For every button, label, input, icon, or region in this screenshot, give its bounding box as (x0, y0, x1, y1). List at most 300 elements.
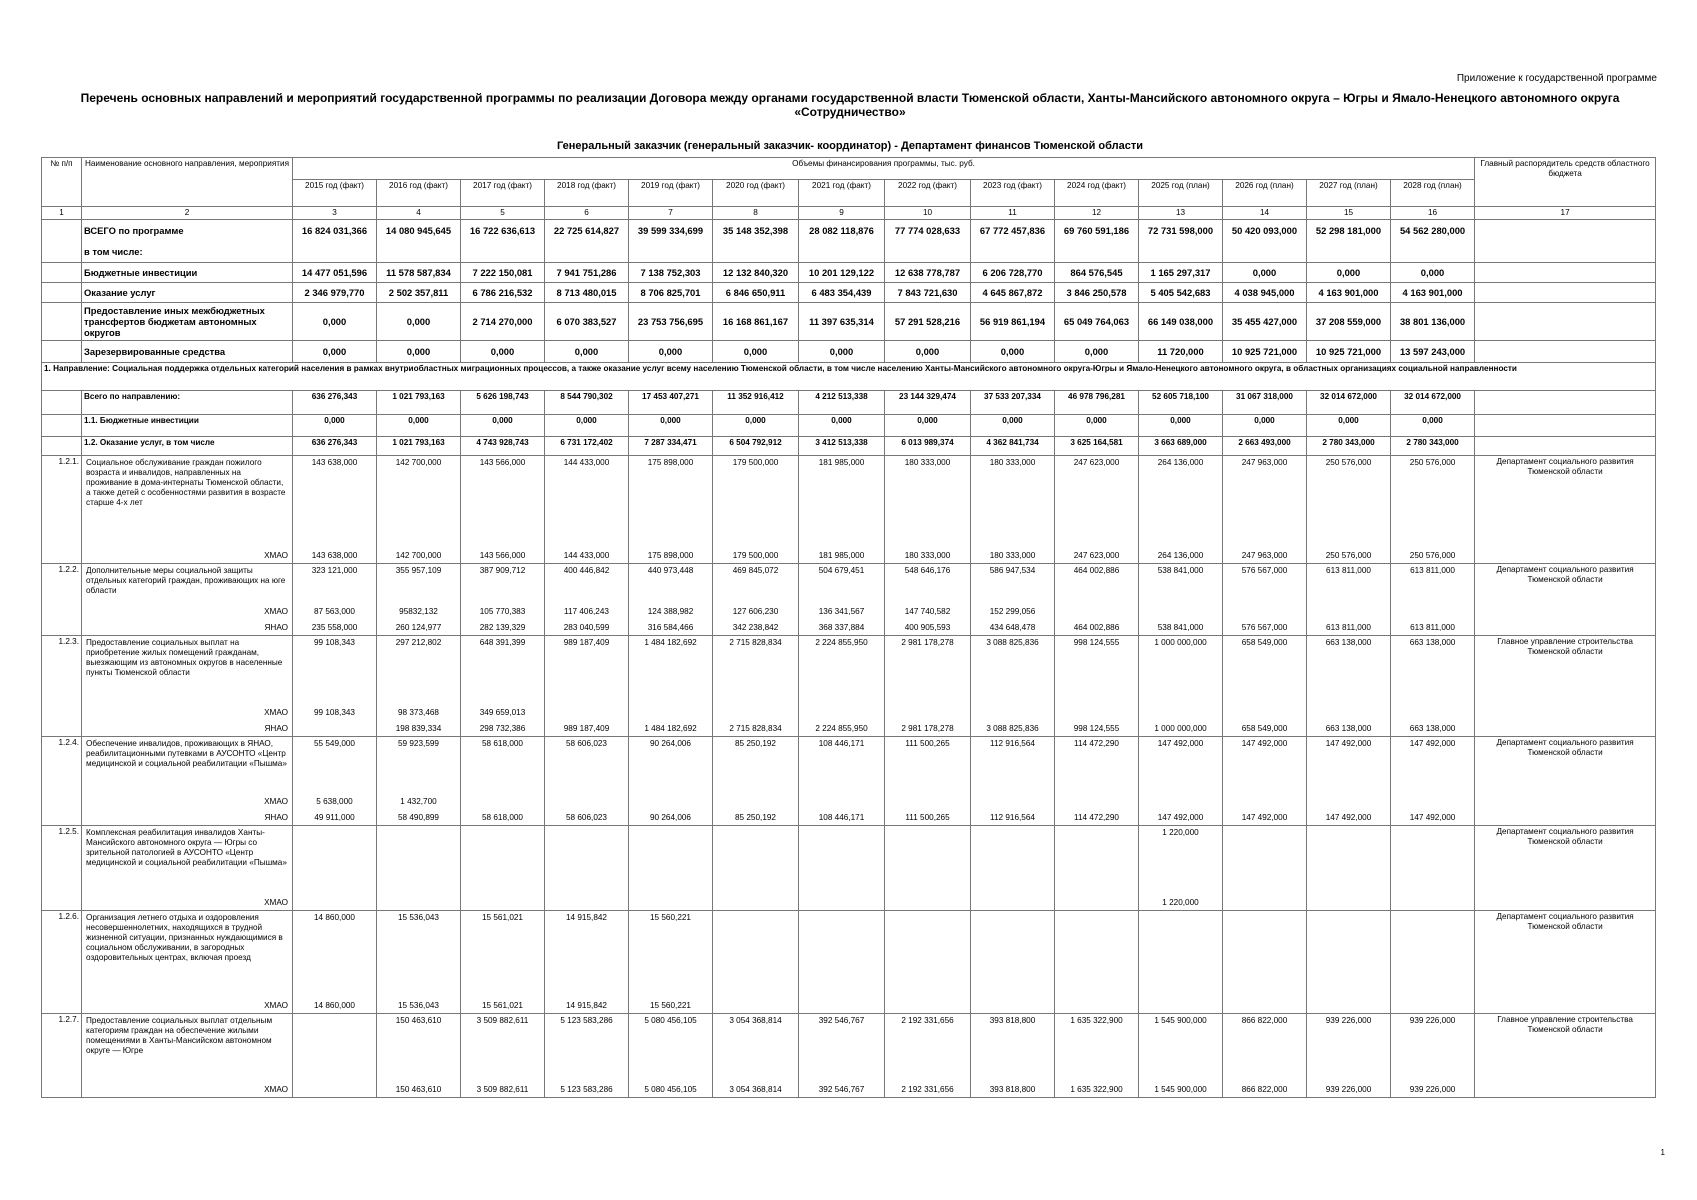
column-number: 15 (1307, 207, 1391, 220)
value-cell (799, 1014, 885, 1098)
sub-value (1311, 797, 1386, 807)
value-stack (547, 912, 626, 1012)
sub-value: 464 002,886 (1073, 623, 1120, 632)
item-number: 1.2.6. (42, 911, 82, 1014)
sub-value: 663 138,000 (1409, 724, 1456, 733)
value-cell: 12 638 778,787 (885, 263, 971, 283)
value-cell (885, 564, 971, 636)
value-stack (1141, 457, 1220, 562)
value-cell: 7 843 721,630 (885, 283, 971, 303)
sub-value: 260 124,977 (395, 623, 442, 632)
item-total-value: 111 500,265 (905, 739, 950, 748)
table-row (42, 263, 1656, 283)
item-total-value: 586 947,534 (989, 566, 1036, 575)
column-number: 14 (1223, 207, 1307, 220)
sub-values (1395, 791, 1470, 823)
item-total-value: 15 536,043 (398, 913, 439, 922)
sub-value: 142 700,000 (395, 551, 442, 560)
value-cell: 2 780 343,000 (1307, 437, 1391, 456)
value-cell (1139, 1014, 1223, 1098)
value-stack (887, 827, 968, 909)
value-cell (713, 636, 799, 737)
value-stack (887, 738, 968, 824)
item-total-value: 998 124,555 (1073, 638, 1120, 647)
manager-cell (1475, 303, 1656, 341)
sublabel: ЯНАО (264, 813, 288, 822)
value-stack (295, 1015, 374, 1096)
sub-value (1311, 1001, 1386, 1011)
value-cell: 2 502 357,811 (377, 283, 461, 303)
sublabel: ХМАО (264, 1085, 288, 1094)
sub-values (889, 545, 966, 561)
item-total-value: 150 463,610 (395, 1016, 442, 1025)
value-cell (377, 826, 461, 911)
value-cell: 7 138 752,303 (629, 263, 713, 283)
value-cell (1391, 636, 1475, 737)
value-stack (631, 565, 710, 634)
sub-value (1059, 607, 1134, 617)
year-header: 2024 год (факт) (1055, 180, 1139, 207)
column-number: 16 (1391, 207, 1475, 220)
sub-value: 392 546,767 (818, 1085, 865, 1094)
column-number: 11 (971, 207, 1055, 220)
value-cell (545, 456, 629, 564)
sub-value: 179 500,000 (732, 551, 779, 560)
value-stack (1393, 912, 1472, 1012)
value-stack (1057, 827, 1136, 909)
sub-values (465, 545, 540, 561)
value-cell (971, 564, 1055, 636)
value-cell (885, 456, 971, 564)
sub-value (1395, 1001, 1470, 1011)
sub-value: 1 635 322,900 (1070, 1085, 1123, 1094)
value-cell (971, 456, 1055, 564)
sub-value: 147 740,582 (904, 607, 951, 616)
item-description (82, 564, 293, 636)
value-cell: 0,000 (799, 341, 885, 363)
item-text: Обеспечение инвалидов, проживающих в ЯНАО, реабилитационными путевками в АУСОНТО «Центр медицинской и социальной реабилитации «Пышма» (86, 739, 287, 768)
value-cell: 52 605 718,100 (1139, 391, 1223, 415)
item-sublabels (86, 545, 288, 561)
program-table (41, 157, 1656, 1098)
column-number: 2 (82, 207, 293, 220)
sub-value (1227, 607, 1302, 617)
value-cell: 4 362 841,734 (971, 437, 1055, 456)
sub-value: 147 492,000 (1325, 813, 1372, 822)
sub-value: 181 985,000 (818, 551, 865, 560)
sublabel: ХМАО (264, 607, 288, 616)
sub-value: 5 638,000 (316, 797, 353, 806)
value-cell: 56 919 861,194 (971, 303, 1055, 341)
item-total-value: 59 923,599 (398, 739, 439, 748)
sub-value (1395, 797, 1470, 807)
value-stack (547, 457, 626, 562)
value-cell: 77 774 028,633 (885, 220, 971, 263)
sub-values (297, 995, 372, 1011)
sub-value: 2 192 331,656 (901, 1085, 954, 1094)
item-total-value: 90 264,006 (650, 739, 691, 748)
column-number: 4 (377, 207, 461, 220)
sub-values (1311, 545, 1386, 561)
value-stack (631, 1015, 710, 1096)
sub-value: 150 463,610 (395, 1085, 442, 1094)
value-stack (1309, 565, 1388, 634)
value-cell: 72 731 598,000 (1139, 220, 1223, 263)
value-cell: 8 544 790,302 (545, 391, 629, 415)
sub-value: 5 123 583,286 (560, 1085, 613, 1094)
value-stack (463, 1015, 542, 1096)
value-cell (545, 737, 629, 826)
manager-cell (1475, 391, 1656, 415)
sub-values (1143, 601, 1218, 633)
value-cell (713, 456, 799, 564)
value-cell (377, 636, 461, 737)
value-stack (547, 565, 626, 634)
sublabel: ХМАО (264, 898, 288, 907)
sublabel: ХМАО (264, 708, 288, 717)
row-label: 1.2. Оказание услуг, в том числе (82, 437, 293, 456)
value-cell: 1 021 793,163 (377, 391, 461, 415)
value-cell (713, 564, 799, 636)
value-cell (461, 826, 545, 911)
value-stack (801, 637, 882, 735)
item-description-wrap (84, 827, 290, 909)
value-stack (463, 827, 542, 909)
item-description (82, 1014, 293, 1098)
value-stack (1141, 738, 1220, 824)
value-cell: 3 846 250,578 (1055, 283, 1139, 303)
item-total-value: 144 433,000 (563, 458, 610, 467)
item-total-value: 648 391,399 (479, 638, 526, 647)
sub-value: 349 659,013 (479, 708, 526, 717)
value-stack (1393, 457, 1472, 562)
sub-value (975, 797, 1050, 807)
sub-value: 152 299,056 (989, 607, 1036, 616)
sub-value (975, 898, 1050, 908)
column-number: 5 (461, 207, 545, 220)
item-sublabels (86, 601, 288, 633)
item-total-value: 548 646,176 (904, 566, 951, 575)
sub-value (1311, 607, 1386, 617)
value-cell: 0,000 (1391, 263, 1475, 283)
value-cell (799, 636, 885, 737)
value-cell (293, 456, 377, 564)
sub-values (803, 1079, 880, 1095)
sub-values (1227, 791, 1302, 823)
sub-value: 136 341,567 (818, 607, 865, 616)
value-cell: 6 846 650,911 (713, 283, 799, 303)
value-stack (1225, 637, 1304, 735)
value-stack (973, 565, 1052, 634)
value-cell (629, 636, 713, 737)
sub-values (1395, 702, 1470, 734)
column-number: 7 (629, 207, 713, 220)
sub-value: 85 250,192 (735, 813, 776, 822)
item-total-value: 175 898,000 (647, 458, 694, 467)
item-total-value: 297 212,802 (395, 638, 442, 647)
value-stack (715, 912, 796, 1012)
sub-value (1227, 1001, 1302, 1011)
value-cell: 1 165 297,317 (1139, 263, 1223, 283)
value-stack (1225, 827, 1304, 909)
item-total-value: 147 492,000 (1409, 739, 1456, 748)
value-cell (1139, 636, 1223, 737)
value-cell: 13 597 243,000 (1391, 341, 1475, 363)
item-number: 1.2.3. (42, 636, 82, 737)
value-cell: 0,000 (461, 341, 545, 363)
value-stack (1141, 1015, 1220, 1096)
column-number: 13 (1139, 207, 1223, 220)
value-cell: 4 212 513,338 (799, 391, 885, 415)
value-cell (799, 826, 885, 911)
value-cell (1055, 456, 1139, 564)
value-cell (799, 737, 885, 826)
value-cell: 5 626 198,743 (461, 391, 545, 415)
value-stack (1309, 827, 1388, 909)
sub-value: 147 492,000 (1409, 813, 1456, 822)
value-cell: 11 578 587,834 (377, 263, 461, 283)
item-total-value: 14 860,000 (314, 913, 355, 922)
sub-value: 1 000 000,000 (1154, 724, 1207, 733)
value-stack (887, 565, 968, 634)
row-number (42, 415, 82, 437)
value-cell (713, 737, 799, 826)
sub-values (1143, 1079, 1218, 1095)
item-total-value: 2 224 855,950 (815, 638, 868, 647)
value-cell (1055, 911, 1139, 1014)
value-cell: 6 483 354,439 (799, 283, 885, 303)
value-cell: 0,000 (799, 415, 885, 437)
sub-value: 99 108,343 (314, 708, 355, 717)
sub-value (717, 708, 794, 718)
value-cell: 0,000 (293, 341, 377, 363)
item-number: 1.2.2. (42, 564, 82, 636)
value-cell: 6 731 172,402 (545, 437, 629, 456)
value-stack (295, 457, 374, 562)
item-total-value: 989 187,409 (563, 638, 610, 647)
sub-values (975, 892, 1050, 908)
sub-values (1395, 1079, 1470, 1095)
value-cell (1139, 456, 1223, 564)
item-total-value: 464 002,886 (1073, 566, 1120, 575)
manager-dept: Департамент социального развития Тюменской области (1475, 911, 1656, 1014)
sub-values (297, 702, 372, 734)
value-cell (1223, 826, 1307, 911)
sub-values (975, 791, 1050, 823)
sub-value: 866 822,000 (1241, 1085, 1288, 1094)
value-stack (1057, 565, 1136, 634)
value-stack (1141, 565, 1220, 634)
value-cell: 0,000 (713, 341, 799, 363)
sub-value (803, 898, 880, 908)
sub-values (1143, 545, 1218, 561)
sublabel: ХМАО (264, 551, 288, 560)
value-cell (1223, 1014, 1307, 1098)
sub-value (1227, 708, 1302, 718)
sub-value (465, 898, 540, 908)
sub-values (1059, 791, 1134, 823)
value-cell: 37 533 207,334 (971, 391, 1055, 415)
sub-value: 2 224 855,950 (815, 724, 868, 733)
value-cell (799, 911, 885, 1014)
sub-values (1227, 995, 1302, 1011)
value-cell (971, 826, 1055, 911)
manager-cell (1475, 437, 1656, 456)
sublabel: ЯНАО (264, 724, 288, 733)
value-cell (629, 826, 713, 911)
item-total-value: 3 088 825,836 (986, 638, 1039, 647)
value-stack (801, 827, 882, 909)
sub-value: 58 606,023 (566, 813, 607, 822)
sub-value (1143, 1001, 1218, 1011)
sub-values (549, 791, 624, 823)
value-stack (379, 912, 458, 1012)
value-cell: 57 291 528,216 (885, 303, 971, 341)
row-label: Оказание услуг (82, 283, 293, 303)
general-customer: Генеральный заказчик (генеральный заказчик- координатор) - Департамент финансов Тюменской области (556, 140, 1144, 152)
value-stack (801, 912, 882, 1012)
value-cell (293, 564, 377, 636)
value-cell (629, 1014, 713, 1098)
manager-cell (1475, 341, 1656, 363)
value-cell (885, 911, 971, 1014)
value-stack (295, 912, 374, 1012)
item-total-value: 1 635 322,900 (1070, 1016, 1123, 1025)
sub-values (975, 995, 1050, 1011)
table-row (42, 303, 1656, 341)
item-total-value: 355 957,109 (395, 566, 442, 575)
value-cell (545, 911, 629, 1014)
sub-value: 316 584,466 (647, 623, 694, 632)
value-cell: 10 201 129,122 (799, 263, 885, 283)
value-cell: 0,000 (1391, 415, 1475, 437)
sub-value: 250 576,000 (1325, 551, 1372, 560)
sub-value: 144 433,000 (563, 551, 610, 560)
sub-value (297, 724, 372, 734)
sub-values (297, 791, 372, 823)
sub-value: 14 860,000 (314, 1001, 355, 1010)
value-stack (1057, 1015, 1136, 1096)
item-text: Комплексная реабилитация инвалидов Ханты-Мансийского автономного округа — Югры со зрительной патологией в АУСОНТО «Центр медицинской и социальной реабилитации «Пышма» (86, 828, 287, 867)
item-description-wrap (84, 457, 290, 562)
value-stack (801, 565, 882, 634)
item-text: Дополнительные меры социальной защиты отдельных категорий граждан, проживающих на юге области (86, 566, 286, 595)
value-cell: 6 070 383,527 (545, 303, 629, 341)
item-description-wrap (84, 565, 290, 634)
value-cell: 28 082 118,876 (799, 220, 885, 263)
page-number: 1 (1660, 1148, 1665, 1157)
sub-values (1311, 791, 1386, 823)
value-cell: 67 772 457,836 (971, 220, 1055, 263)
value-cell: 16 824 031,366 (293, 220, 377, 263)
row-label: 1.1. Бюджетные инвестиции (82, 415, 293, 437)
item-total-value: 387 909,712 (479, 566, 526, 575)
sub-values (1227, 702, 1302, 734)
value-cell (293, 1014, 377, 1098)
item-total-value: 99 108,343 (314, 638, 355, 647)
item-description-wrap (84, 637, 290, 735)
value-stack (973, 1015, 1052, 1096)
sub-values (889, 791, 966, 823)
value-cell: 2 663 493,000 (1223, 437, 1307, 456)
sub-value: 111 500,265 (905, 813, 950, 822)
item-total-value: 5 080 456,105 (644, 1016, 697, 1025)
item-sublabels (86, 892, 288, 908)
sub-value (1227, 797, 1302, 807)
appendix-label: Приложение к государственной программе (1456, 73, 1657, 84)
sub-value: 3 509 882,611 (476, 1085, 529, 1094)
sub-value (1143, 797, 1218, 807)
sub-value: 342 238,842 (732, 623, 779, 632)
value-stack (715, 457, 796, 562)
sub-value (633, 797, 708, 807)
row-number (42, 341, 82, 363)
value-stack (1225, 738, 1304, 824)
value-cell (293, 737, 377, 826)
value-cell: 69 760 591,186 (1055, 220, 1139, 263)
sub-value: 2 981 178,278 (901, 724, 954, 733)
item-total-value: 392 546,767 (818, 1016, 865, 1025)
item-total-value: 85 250,192 (735, 739, 776, 748)
value-stack (631, 738, 710, 824)
column-number: 3 (293, 207, 377, 220)
row-label (82, 220, 293, 263)
value-cell: 54 562 280,000 (1391, 220, 1475, 263)
sub-values (465, 791, 540, 823)
sub-values (1311, 892, 1386, 908)
table-row (42, 283, 1656, 303)
sub-value (1143, 607, 1218, 617)
value-cell: 3 625 164,581 (1055, 437, 1139, 456)
header-funding: Объемы финансирования программы, тыс. руб. (293, 158, 1475, 180)
value-stack (547, 738, 626, 824)
value-cell (1307, 1014, 1391, 1098)
value-cell (1391, 737, 1475, 826)
sub-values (381, 995, 456, 1011)
sub-value (717, 1001, 794, 1011)
value-cell (377, 564, 461, 636)
item-total-value: 2 192 331,656 (901, 1016, 954, 1025)
value-stack (1141, 912, 1220, 1012)
sub-values (975, 702, 1050, 734)
item-total-value: 2 715 828,834 (729, 638, 782, 647)
year-header: 2019 год (факт) (629, 180, 713, 207)
column-number: 6 (545, 207, 629, 220)
value-cell (1055, 737, 1139, 826)
item-sublabels (86, 791, 288, 823)
value-cell (971, 636, 1055, 737)
value-stack (1309, 912, 1388, 1012)
sub-values (297, 601, 372, 633)
column-number: 12 (1055, 207, 1139, 220)
sub-value (1143, 708, 1218, 718)
manager-cell (1475, 263, 1656, 283)
item-row (42, 564, 1656, 636)
table-row (42, 341, 1656, 363)
sub-values (717, 1079, 794, 1095)
item-total-value: 250 576,000 (1325, 458, 1372, 467)
item-total-value: 5 123 583,286 (560, 1016, 613, 1025)
item-total-value: 55 549,000 (314, 739, 355, 748)
sub-value: 112 916,564 (990, 813, 1035, 822)
sub-value: 658 549,000 (1241, 724, 1288, 733)
value-cell: 1 021 793,163 (377, 437, 461, 456)
sub-values (1059, 545, 1134, 561)
value-cell (1223, 456, 1307, 564)
value-cell: 6 013 989,374 (885, 437, 971, 456)
value-stack (1393, 637, 1472, 735)
value-cell: 0,000 (545, 341, 629, 363)
